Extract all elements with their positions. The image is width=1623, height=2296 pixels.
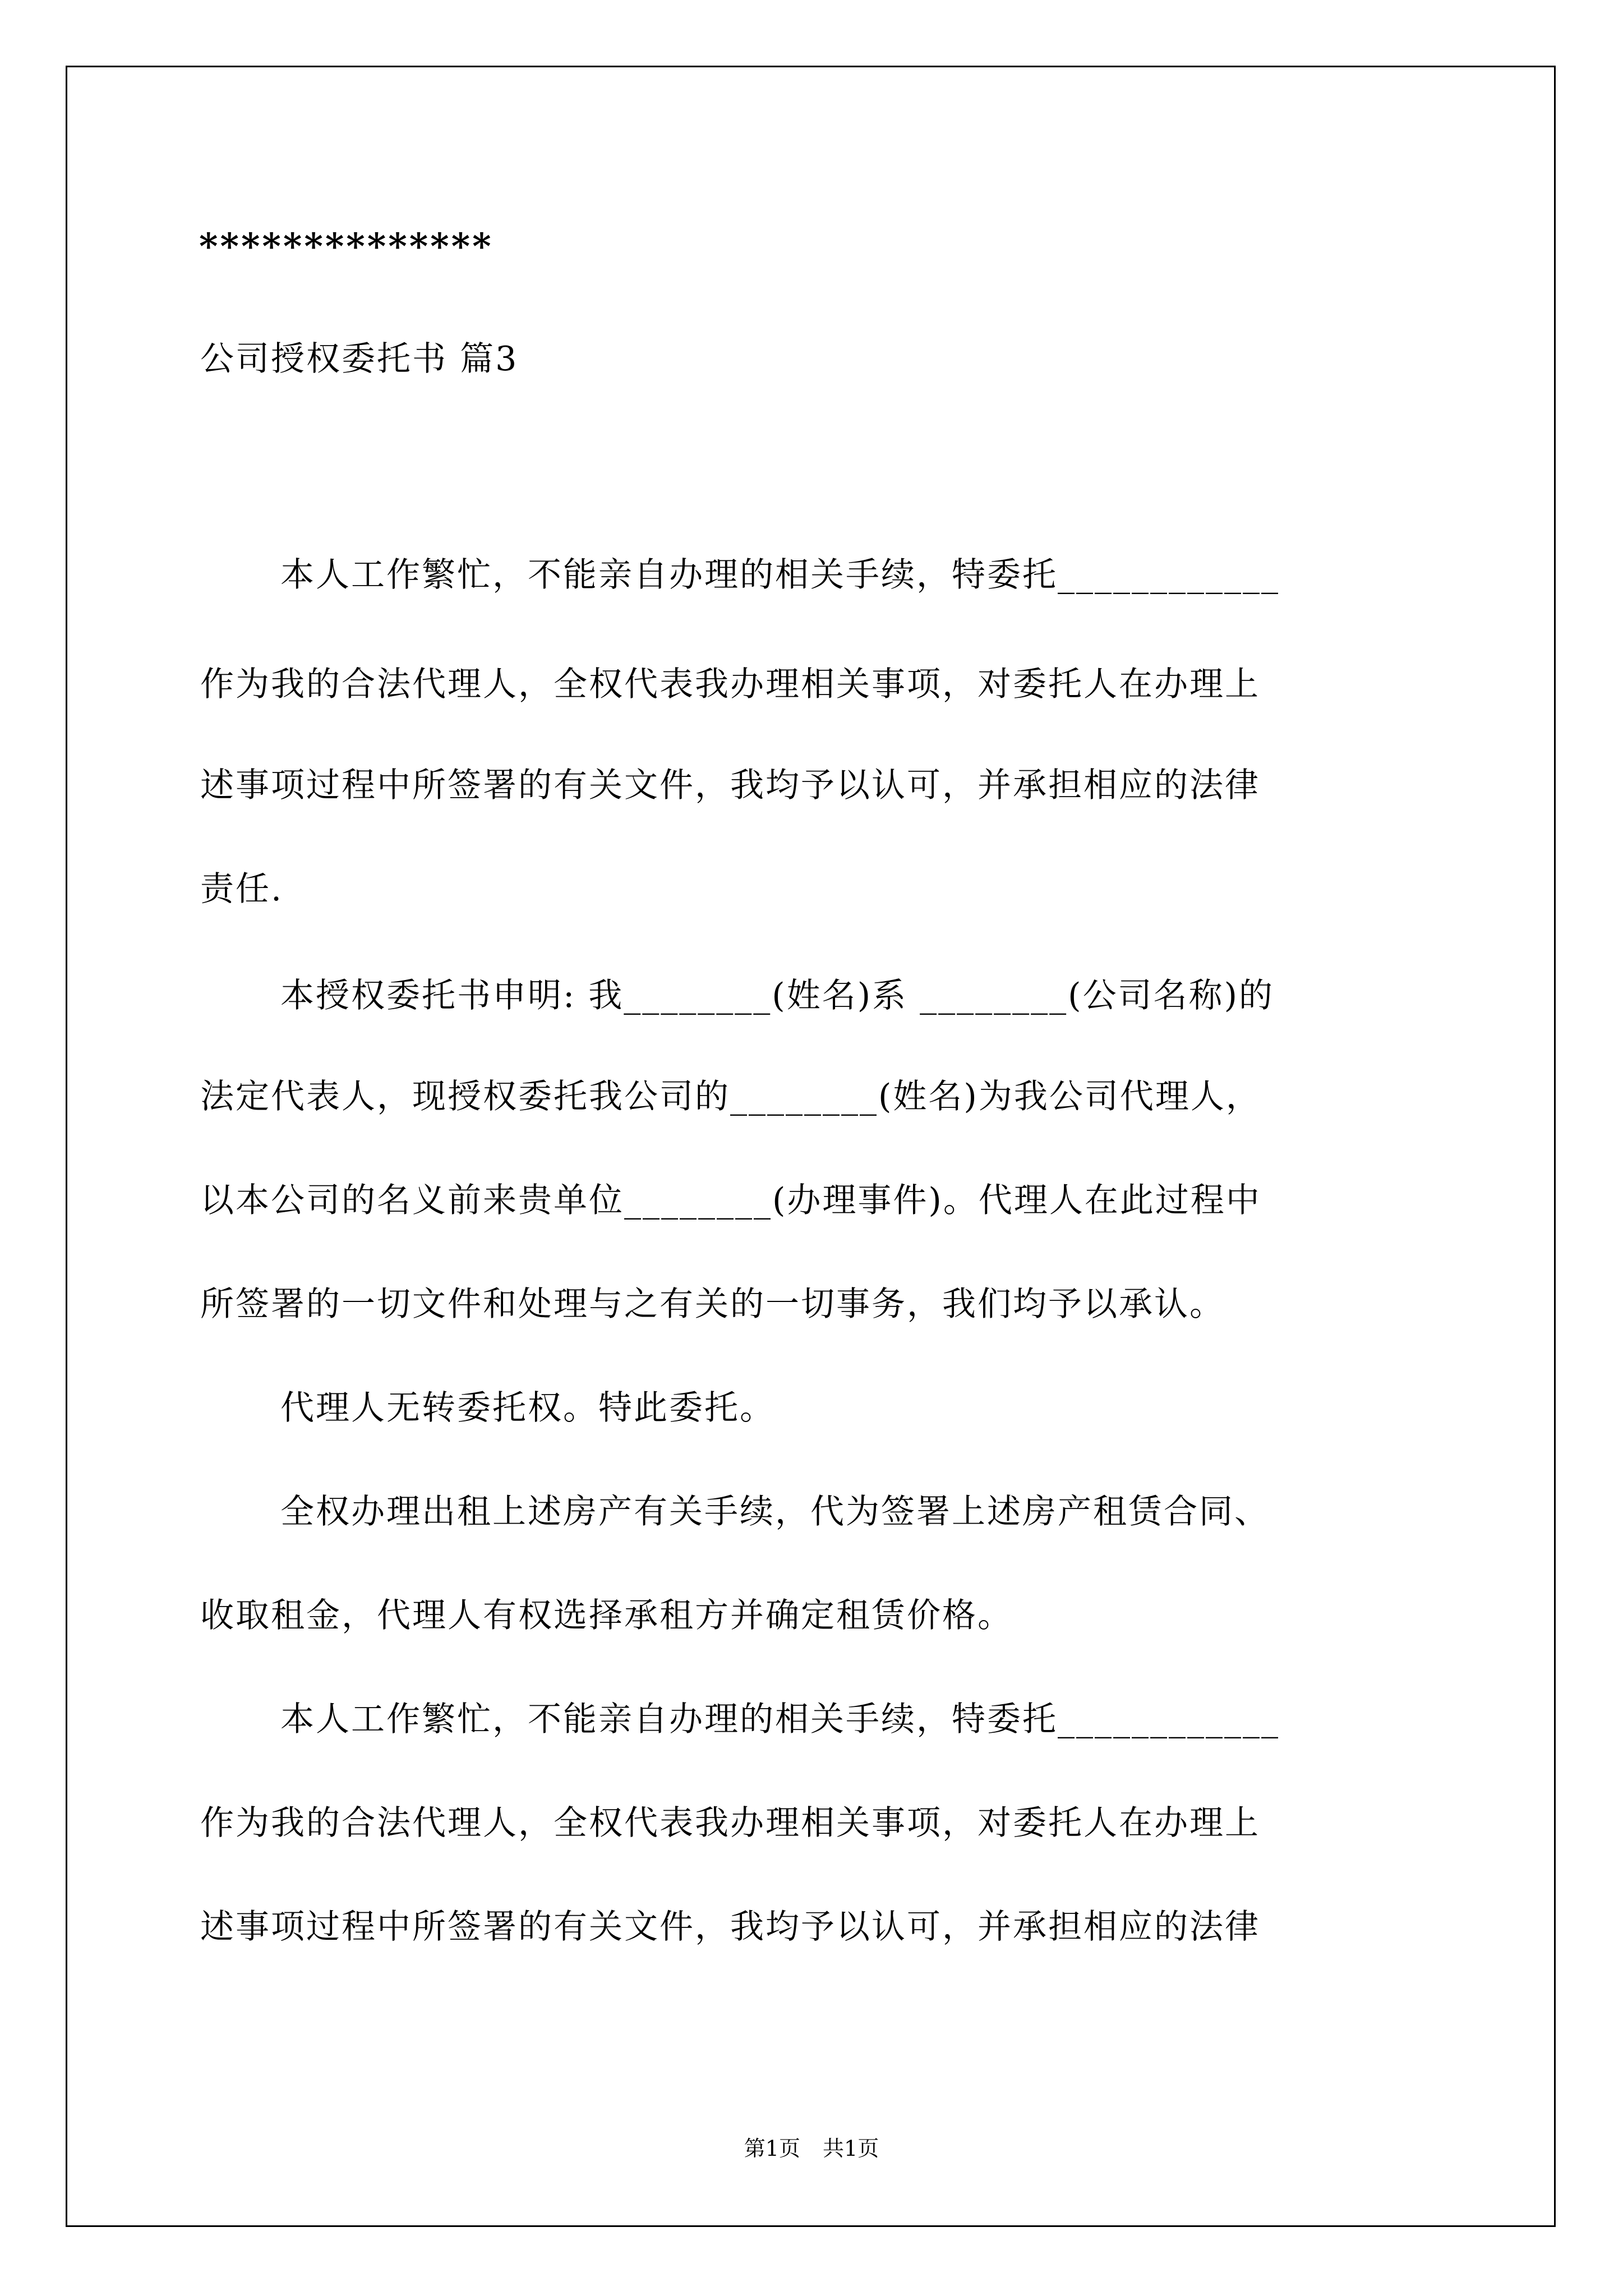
- page-number-current: 第1页: [744, 2136, 800, 2161]
- paragraph-line: 作为我的合法代理人，全权代表我办理相关事项，对委托人在办理上: [200, 665, 1260, 704]
- separator-stars: **************: [199, 226, 494, 268]
- page-number-total: 共1页: [823, 2136, 879, 2161]
- paragraph-line: 述事项过程中所签署的有关文件，我均予以认可，并承担相应的法律: [200, 766, 1260, 805]
- paragraph-line: 作为我的合法代理人，全权代表我办理相关事项，对委托人在办理上: [200, 1803, 1260, 1843]
- paragraph-line: 本授权委托书申明: 我________(姓名)系 ________(公司名称)的: [280, 976, 1274, 1015]
- document-heading: 公司授权委托书 篇3: [200, 339, 519, 379]
- paragraph-line: 代理人无转委托权。特此委托。: [280, 1388, 775, 1428]
- paragraph-line: 法定代表人，现授权委托我公司的________(姓名)为我公司代理人，: [200, 1077, 1261, 1116]
- paragraph-line: 以本公司的名义前来贵单位________(办理事件)。代理人在此过程中: [200, 1181, 1261, 1220]
- paragraph-line: 收取租金，代理人有权选择承租方并确定租赁价格。: [200, 1596, 1013, 1635]
- paragraph-line: 责任.: [200, 869, 284, 909]
- paragraph-line: 全权办理出租上述房产有关手续，代为签署上述房产租赁合同、: [280, 1492, 1270, 1531]
- page-border: [66, 66, 1556, 2227]
- paragraph-line: 本人工作繁忙，不能亲自办理的相关手续，特委托____________: [280, 555, 1280, 595]
- page-footer: [0, 2134, 1623, 2162]
- paragraph-line: 所签署的一切文件和处理与之有关的一切事务，我们均予以承认。: [200, 1285, 1225, 1324]
- paragraph-line: 述事项过程中所签署的有关文件，我均予以认可，并承担相应的法律: [200, 1907, 1260, 1947]
- paragraph-line: 本人工作繁忙，不能亲自办理的相关手续，特委托____________: [280, 1700, 1280, 1739]
